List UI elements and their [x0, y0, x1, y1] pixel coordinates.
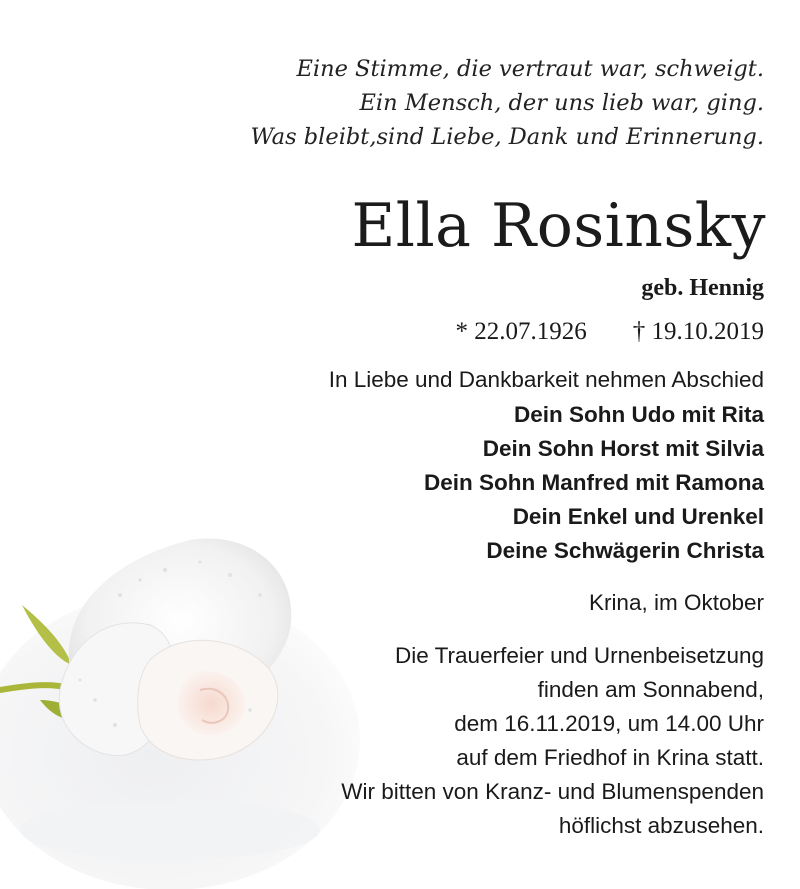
deceased-name: Ella Rosinsky — [351, 191, 766, 261]
farewell-intro — [44, 363, 764, 397]
poem-line: Ein Mensch, der uns lieb war, ging. — [359, 90, 764, 116]
funeral-line: Wir bitten von Kranz- und Blumenspenden — [341, 779, 764, 804]
funeral-line: Die Trauerfeier und Urnenbeisetzung — [395, 643, 764, 668]
farewell-intro-text: In Liebe und Dankbarkeit nehmen Abschied — [328, 367, 764, 392]
poem — [64, 52, 764, 154]
funeral-line: dem 16.11.2019, um 14.00 Uhr — [454, 711, 764, 736]
mourner: Dein Enkel und Urenkel — [512, 504, 764, 529]
mourner: Dein Sohn Manfred mit Ramona — [423, 470, 764, 495]
death-date: † 19.10.2019 — [632, 318, 764, 345]
place-date — [44, 586, 764, 620]
funeral-line: höflichst abzusehen. — [558, 813, 764, 838]
birth-date: * 22.07.1926 — [455, 318, 587, 345]
poem-line: Was bleibt,sind Liebe, Dank und Erinnerung. — [250, 124, 764, 150]
mourner: Deine Schwägerin Christa — [486, 538, 764, 563]
place-date-text: Krina, im Oktober — [588, 590, 764, 615]
poem-line: Eine Stimme, die vertraut war, schweigt. — [296, 56, 764, 82]
life-dates — [456, 316, 765, 348]
mourner: Dein Sohn Udo mit Rita — [514, 402, 764, 427]
mourners-list — [44, 398, 764, 568]
funeral-line: finden am Sonnabend, — [537, 677, 764, 702]
funeral-line: auf dem Friedhof in Krina statt. — [456, 745, 764, 770]
mourner: Dein Sohn Horst mit Silvia — [482, 436, 764, 461]
funeral-notice — [44, 639, 764, 843]
maiden-name: geb. Hennig — [641, 275, 764, 301]
